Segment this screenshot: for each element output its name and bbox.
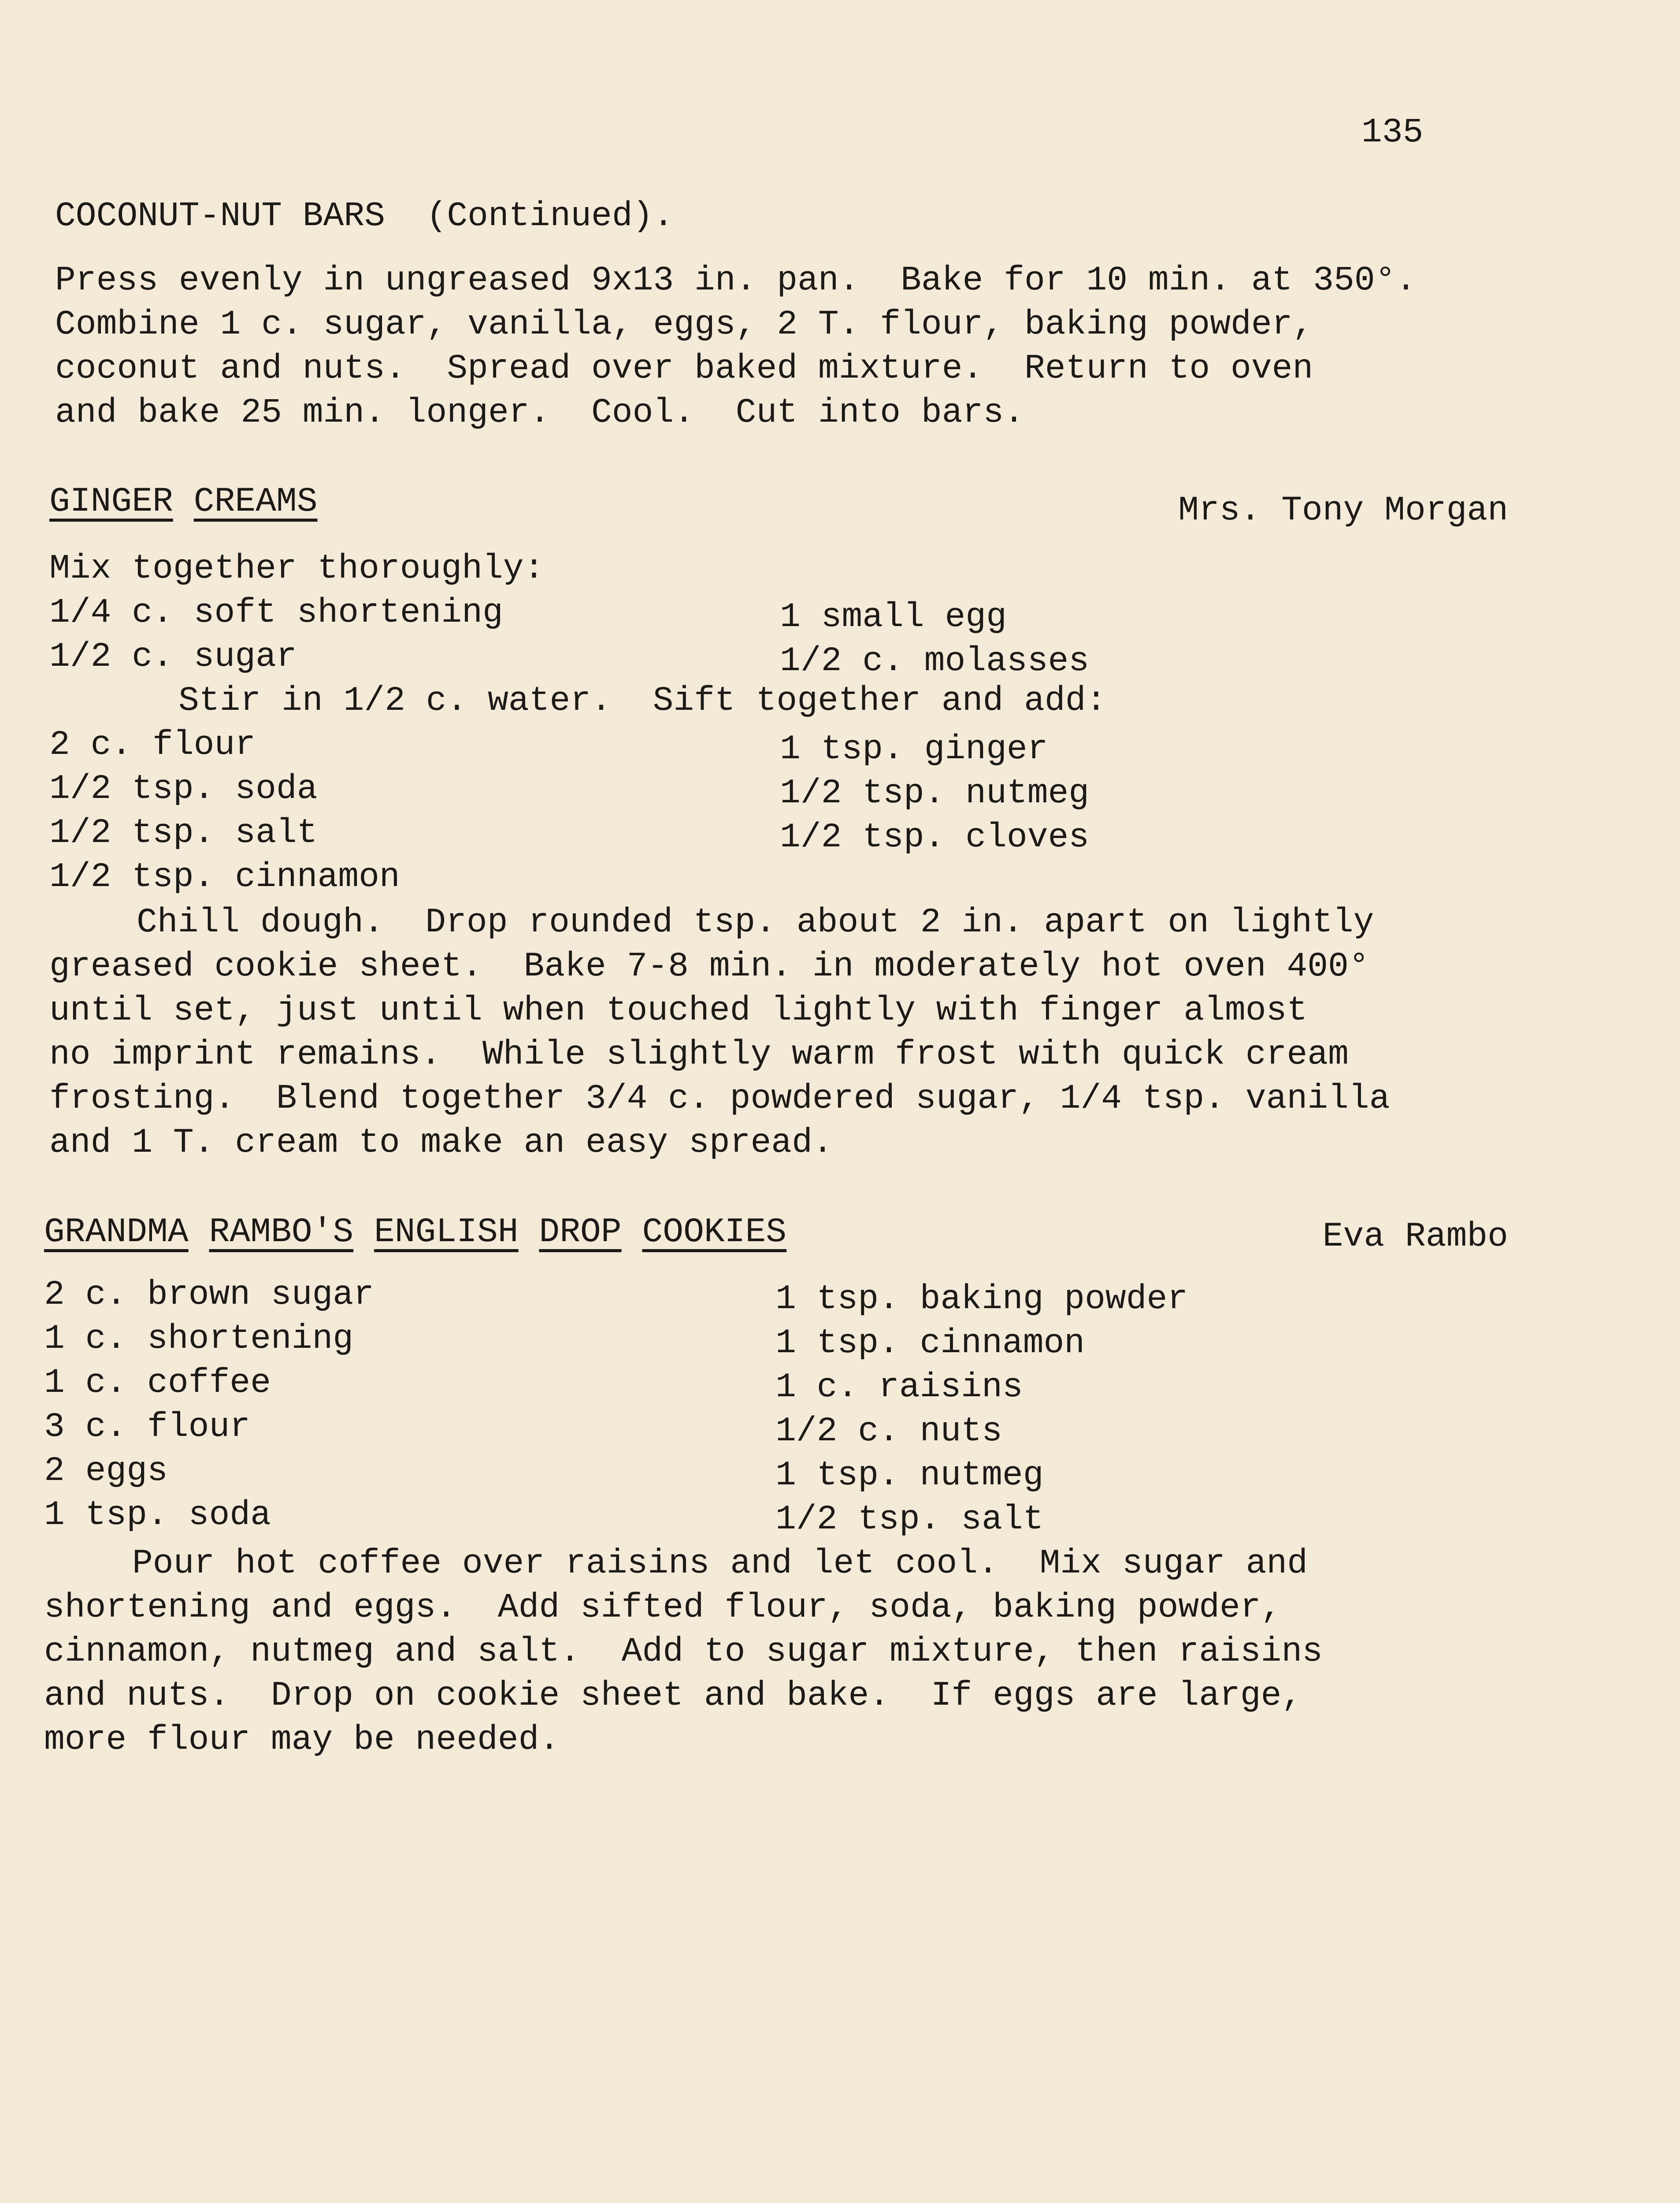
recipe-line: until set, just until when touched lightly with finger almost (49, 991, 1308, 1030)
ingredient: 1 tsp. soda (44, 1496, 271, 1535)
ingredient: 1/4 c. soft shortening (49, 593, 503, 632)
ingredient: 1/2 tsp. soda (49, 770, 318, 809)
ingredient: 1/2 tsp. cloves (780, 818, 1090, 857)
title-word: DROP (539, 1213, 622, 1252)
ingredient: 2 c. flour (49, 726, 256, 764)
ingredient: 1 c. coffee (44, 1364, 271, 1402)
recipe-line: no imprint remains. While slightly warm frost with quick cream (49, 1035, 1349, 1074)
recipe-line: coconut and nuts. Spread over baked mixture. Return to oven (55, 349, 1313, 388)
ingredient: 1/2 tsp. cinnamon (49, 858, 400, 897)
page-number: 135 (1361, 113, 1424, 152)
recipe-title-english-drop-cookies (44, 1215, 786, 1250)
ingredient: 1 c. shortening (44, 1320, 354, 1358)
recipe-line: more flour may be needed. (44, 1721, 560, 1759)
ingredient: 1 tsp. baking powder (775, 1280, 1188, 1319)
ingredient: 1 tsp. nutmeg (775, 1456, 1044, 1495)
ingredient: 1/2 tsp. nutmeg (780, 774, 1090, 813)
ingredient: 1/2 tsp. salt (775, 1500, 1044, 1539)
recipe-line: frosting. Blend together 3/4 c. powdered sugar, 1/4 tsp. vanilla (49, 1079, 1390, 1118)
ingredient: 1/2 tsp. salt (49, 814, 318, 853)
recipe-line: and bake 25 min. longer. Cool. Cut into bars. (55, 393, 1024, 432)
ingredient: 1/2 c. molasses (780, 642, 1090, 681)
title-word: GRANDMA (44, 1213, 189, 1252)
recipe-intro: Mix together thoroughly: (49, 549, 545, 588)
title-word: CREAMS (193, 482, 318, 521)
ingredient: 2 c. brown sugar (44, 1276, 374, 1314)
title-word: GINGER (49, 482, 173, 521)
ingredient: 2 eggs (44, 1452, 168, 1491)
ingredient: 1/2 c. sugar (49, 638, 297, 676)
ingredient: 1 small egg (780, 598, 1007, 637)
title-word: COOKIES (642, 1213, 787, 1252)
recipe-line: Chill dough. Drop rounded tsp. about 2 in. apart on lightly (137, 903, 1374, 942)
recipe-step: Stir in 1/2 c. water. Sift together and add: (178, 682, 1107, 720)
recipe-line: shortening and eggs. Add sifted flour, soda, baking powder, (44, 1588, 1282, 1627)
recipe-line: Pour hot coffee over raisins and let cool. Mix sugar and (132, 1544, 1308, 1583)
ingredient: 1 c. raisins (775, 1368, 1023, 1407)
recipe-line: and nuts. Drop on cookie sheet and bake. If eggs are large, (44, 1676, 1302, 1715)
recipe-author: Mrs. Tony Morgan (1178, 491, 1508, 530)
recipe-line: and 1 T. cream to make an easy spread. (49, 1124, 833, 1162)
ingredient: 1 tsp. cinnamon (775, 1324, 1085, 1363)
recipe-line: Press evenly in ungreased 9x13 in. pan. Bake for 10 min. at 350°. (55, 261, 1417, 300)
ingredient: 1/2 c. nuts (775, 1412, 1002, 1451)
recipe-title-coconut-nut-bars (55, 199, 674, 234)
recipe-author: Eva Rambo (1322, 1217, 1508, 1256)
recipe-title-ginger-creams (49, 482, 318, 521)
recipe-title-suffix: (Continued). (426, 197, 674, 236)
recipe-line: greased cookie sheet. Bake 7-8 min. in moderately hot oven 400° (49, 947, 1369, 986)
title-word: ENGLISH (374, 1213, 519, 1252)
recipe-title: COCONUT-NUT BARS (55, 197, 385, 236)
ingredient: 1 tsp. ginger (780, 730, 1048, 769)
title-word: RAMBO'S (209, 1213, 354, 1252)
recipe-line: cinnamon, nutmeg and salt. Add to sugar mixture, then raisins (44, 1632, 1323, 1671)
recipe-line: Combine 1 c. sugar, vanilla, eggs, 2 T. flour, baking powder, (55, 305, 1313, 344)
ingredient: 3 c. flour (44, 1408, 251, 1446)
